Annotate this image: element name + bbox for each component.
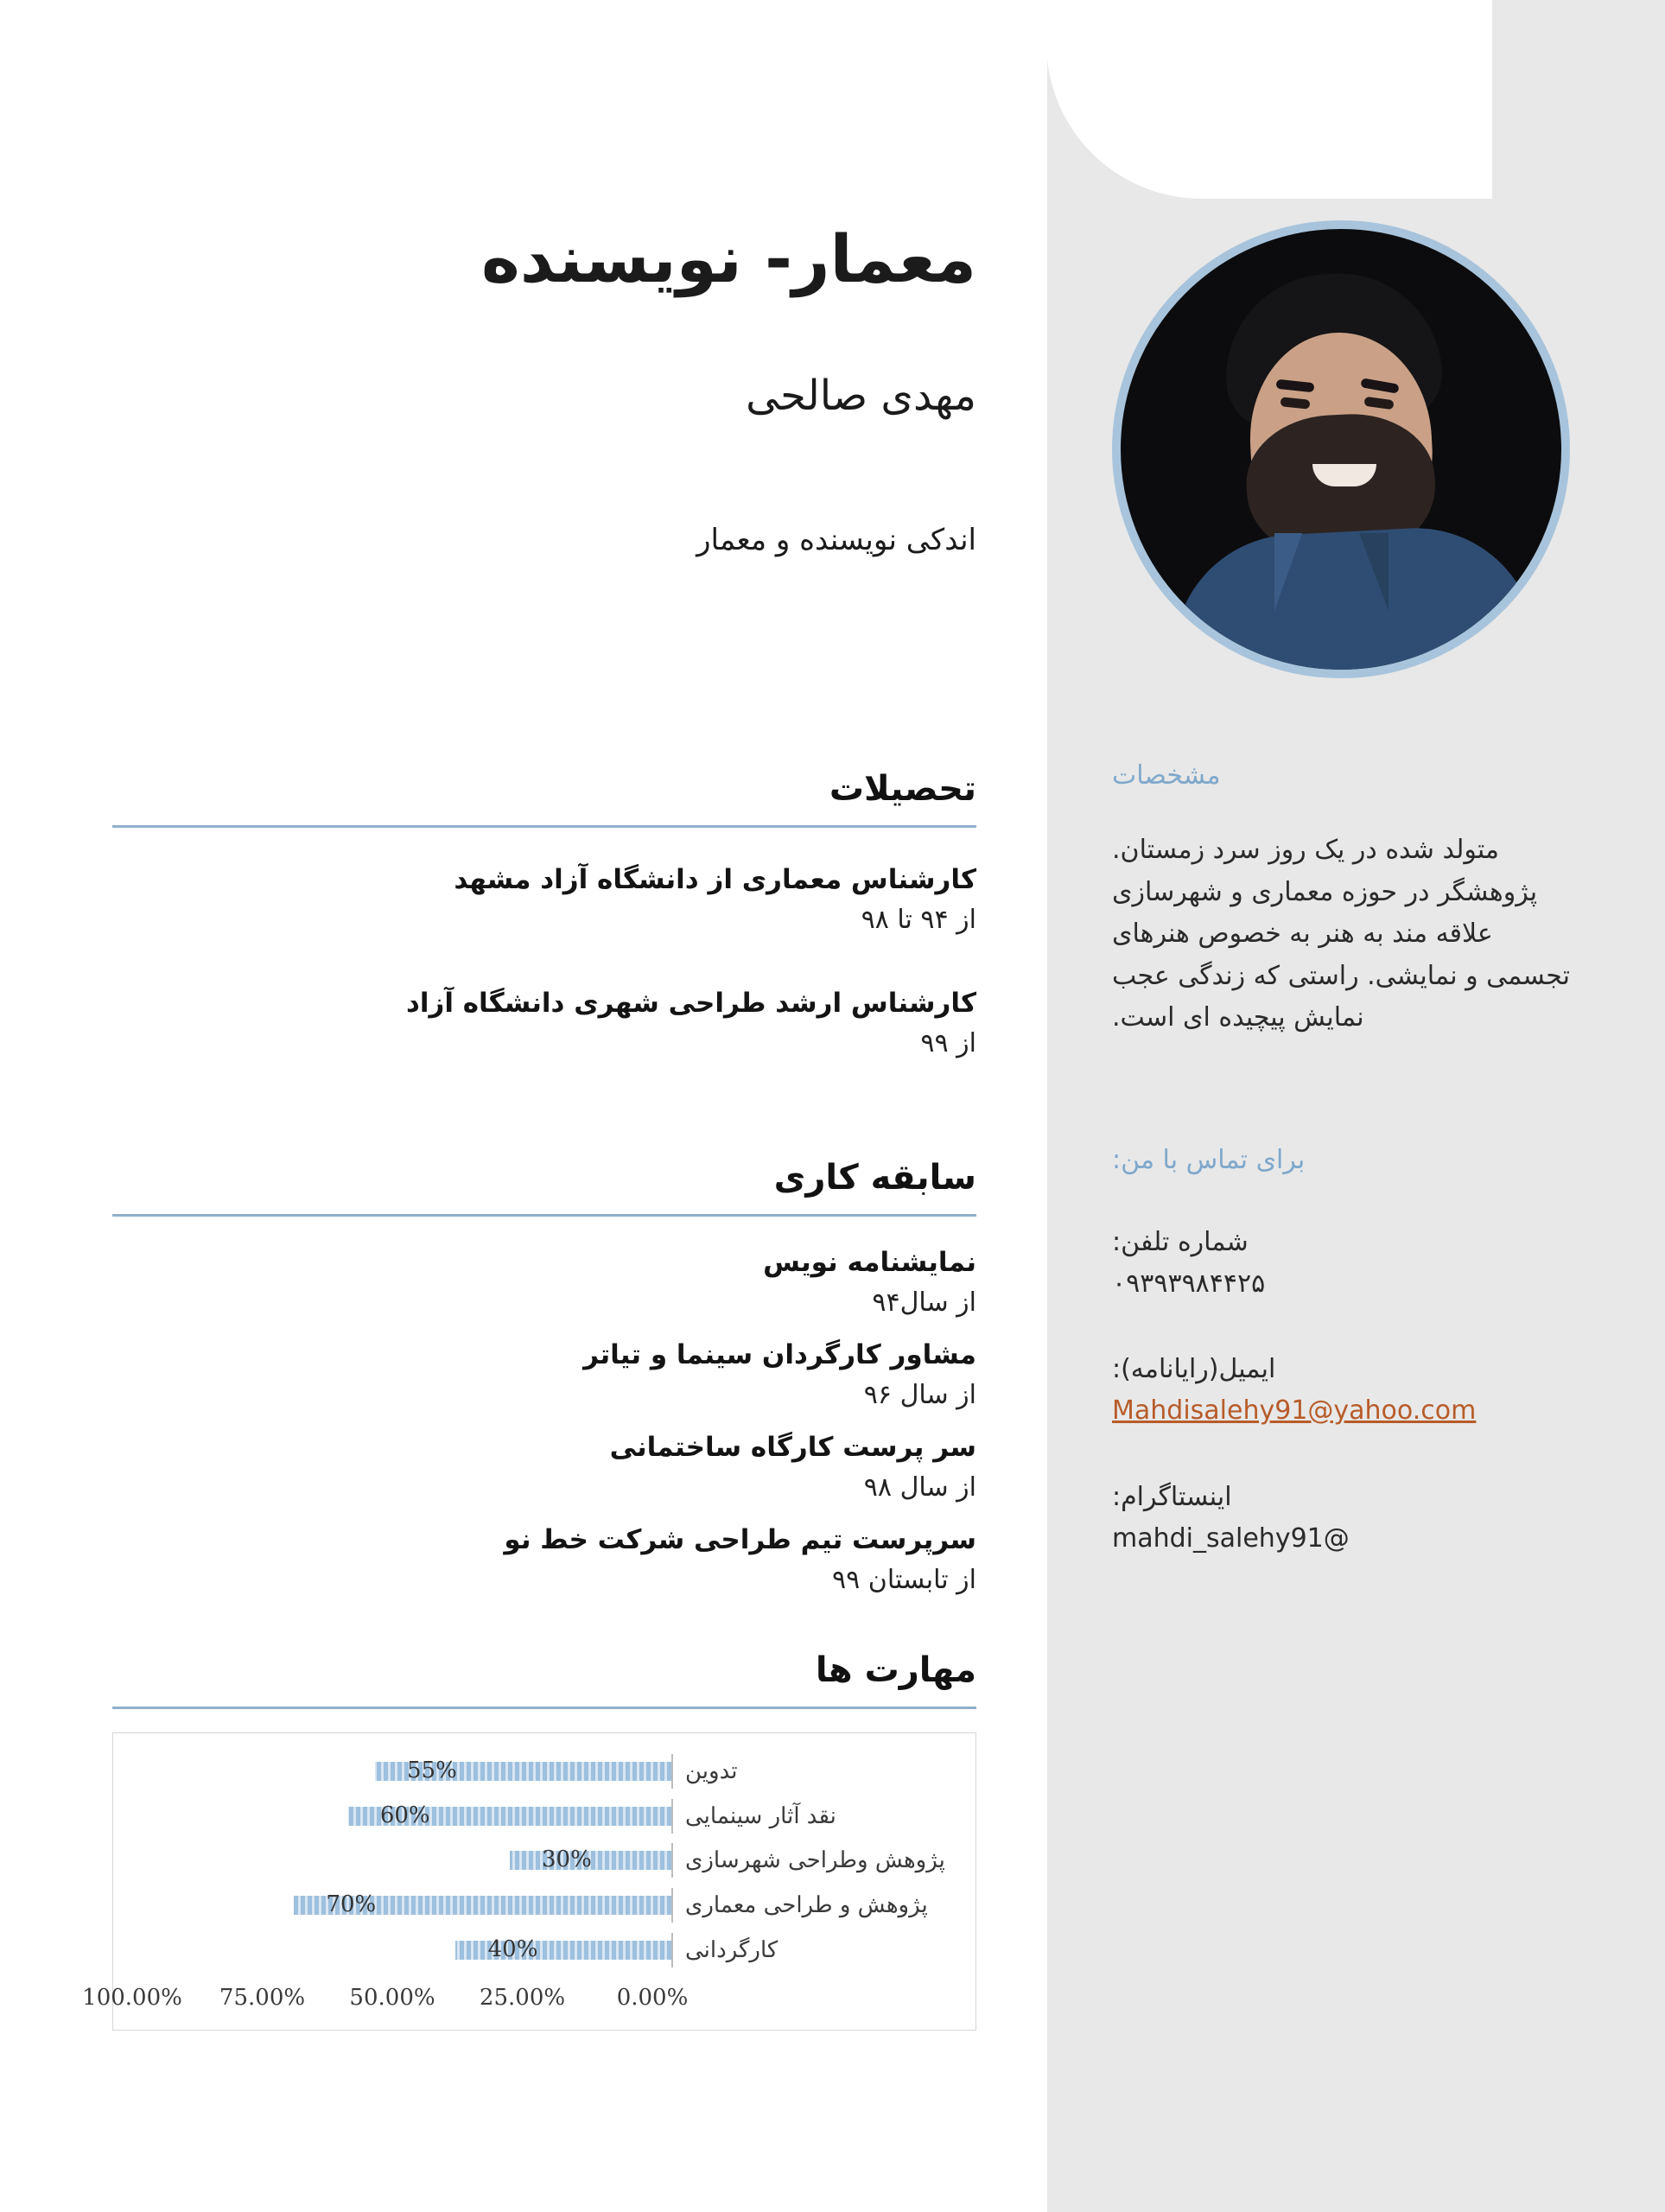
sidebar xyxy=(1047,0,1665,2212)
skills-chart-row xyxy=(132,1888,958,1923)
skills-chart-value-label: 30% xyxy=(542,1847,592,1873)
skills-chart-row xyxy=(132,1799,958,1834)
avatar-wrapper xyxy=(1112,220,1570,704)
skills-chart-row xyxy=(132,1843,958,1878)
phone-label: شماره تلفن: xyxy=(1112,1227,1249,1257)
contact-heading: برای تماس با من: xyxy=(1112,1145,1306,1175)
skills-chart-tick-label: 0.00% xyxy=(616,1985,689,2011)
experience-item-title: سرپرست تیم طراحی شرکت خط نو xyxy=(504,1524,976,1555)
skills-chart-row xyxy=(132,1754,958,1789)
phone-value: ۰۹۳۹۳۹۸۴۴۲۵ xyxy=(1112,1268,1266,1299)
experience-heading: سابقه کاری xyxy=(773,1158,976,1198)
experience-item-period: از سال۹۴ xyxy=(872,1287,976,1318)
experience-item-period: از تابستان ۹۹ xyxy=(832,1565,976,1595)
skills-chart-plot xyxy=(132,1749,958,1973)
skills-heading: مهارت ها xyxy=(815,1650,976,1690)
skills-chart-row xyxy=(132,1933,958,1967)
experience-item-title: نمایشنامه نویس xyxy=(763,1247,976,1278)
profile-text: متولد شده در یک روز سرد زمستان. پژوهشگر در حوزه معماری و شهرسازی علاقه مند به هنر به خصوص هنرهای تجسمی و نمایشی. راستی که زندگی عجب نمایش پیچیده ای است. xyxy=(1112,835,1570,1033)
email-value-row xyxy=(1112,1391,1570,1432)
portrait-collar-left xyxy=(1274,533,1302,611)
email-label: ایمیل(رایانامه): xyxy=(1112,1354,1276,1384)
experience-item-period: از سال ۹۸ xyxy=(863,1472,976,1503)
experience-item-title: مشاور کارگردان سینما و تیاتر xyxy=(583,1339,976,1370)
skills-chart xyxy=(82,1732,976,2031)
skills-chart-value-label: 70% xyxy=(326,1891,377,1918)
skills-chart-track xyxy=(132,1754,673,1789)
skills-chart-rows xyxy=(132,1749,958,1973)
skills-chart-track xyxy=(132,1933,673,1967)
experience-rule xyxy=(112,1214,976,1217)
page-tagline: اندکی نویسنده و معمار xyxy=(696,523,976,557)
instagram-value: @mahdi_salehy91 xyxy=(1112,1523,1350,1554)
education-item-title: کارشناس معماری از دانشگاه آزاد مشهد xyxy=(454,864,976,895)
education-item-title: کارشناس ارشد طراحی شهری دانشگاه آزاد xyxy=(405,988,976,1019)
portrait-collar-right xyxy=(1359,533,1389,611)
skills-chart-tick-label: 100.00% xyxy=(82,1985,182,2011)
skills-chart-axis xyxy=(82,1985,956,2014)
skills-chart-tick-label: 50.00% xyxy=(349,1985,435,2011)
skills-chart-ticks xyxy=(82,1985,689,2014)
skills-rule xyxy=(112,1707,976,1709)
skills-chart-category-label: تدوین xyxy=(685,1758,738,1784)
education-item-period: از ۹۴ تا ۹۸ xyxy=(861,905,976,935)
education-heading: تحصیلات xyxy=(829,769,976,809)
education-rule xyxy=(112,825,976,828)
skills-chart-value-label: 60% xyxy=(379,1802,430,1828)
page-subtitle: مهدی صالحی xyxy=(746,372,976,420)
experience-item-period: از سال ۹۶ xyxy=(863,1380,976,1410)
skills-chart-value-label: 40% xyxy=(487,1936,538,1963)
skills-chart-track xyxy=(132,1888,673,1923)
skills-chart-category-label: پژوهش وطراحی شهرسازی xyxy=(685,1847,945,1874)
skills-chart-category-label: کارگردانی xyxy=(685,1937,778,1964)
instagram-label: اینستاگرام: xyxy=(1112,1482,1232,1512)
skills-chart-track xyxy=(132,1799,673,1834)
portrait-shirt xyxy=(1168,522,1541,678)
skills-chart-category-label: نقد آثار سینمایی xyxy=(685,1802,836,1829)
page-title: معمار- نویسنده xyxy=(480,220,976,297)
skills-chart-tick-label: 25.00% xyxy=(479,1985,566,2011)
skills-chart-category-label: پژوهش و طراحی معماری xyxy=(685,1892,928,1919)
skills-chart-tick-label: 75.00% xyxy=(219,1985,306,2011)
skills-chart-value-label: 55% xyxy=(407,1757,457,1783)
education-item-period: از ۹۹ xyxy=(920,1028,976,1058)
skills-chart-track xyxy=(132,1843,673,1878)
profile-heading: مشخصات xyxy=(1112,760,1221,791)
experience-item-title: سر پرست کارگاه ساختمانی xyxy=(609,1432,976,1463)
avatar xyxy=(1112,220,1570,678)
email-link[interactable]: Mahdisalehy91@yahoo.com xyxy=(1112,1395,1477,1426)
